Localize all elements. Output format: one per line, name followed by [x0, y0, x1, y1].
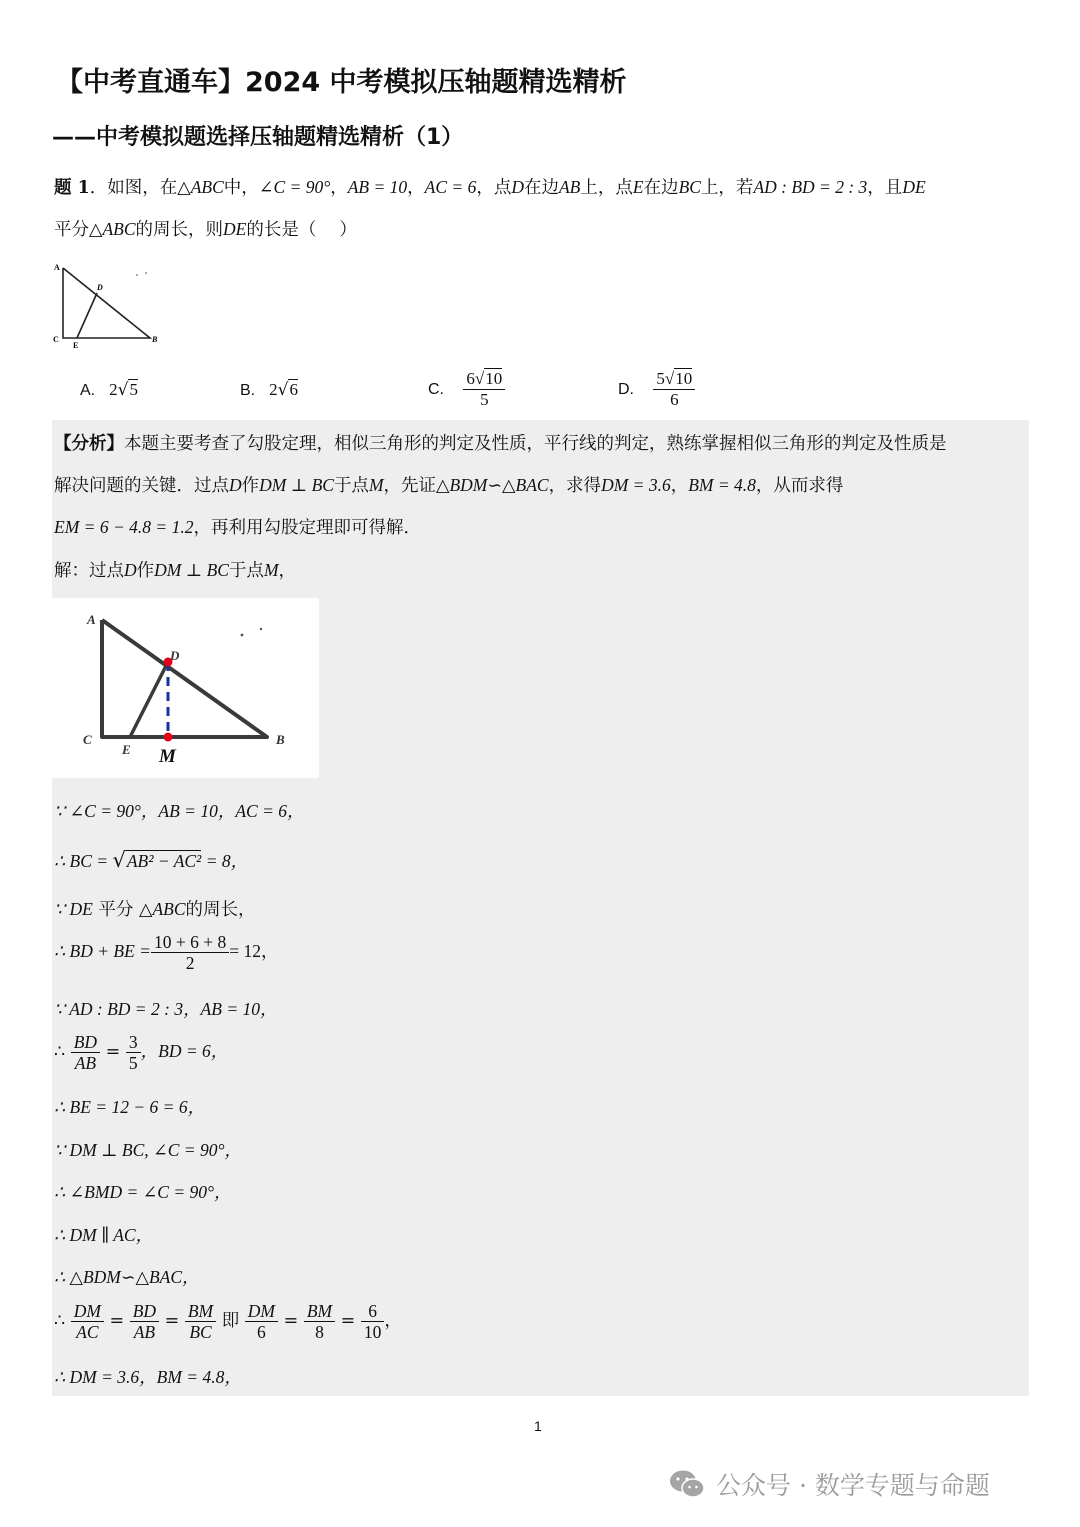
solution-line-12: ∴ $\frac{DM}{AC}$ = $\frac{BD}{AB}$ = $\frac{BM}{BC}$ 即 $\frac{DM}{6}$ = $\frac{BM}{8}$ = $\frac{6}{10}$ ，	[54, 1301, 402, 1343]
analysis-line-2: 解决问题的关键．过点D作DM ⊥ BC于点M，先证△BDM∽△BAC，求得DM = 3.6，BM = 4.8，从而求得	[54, 475, 844, 496]
fig1-label-d: D	[97, 283, 103, 292]
fig1-label-a: A	[54, 263, 60, 272]
question-line-2: 平分△ABC的周长，则DE的长是（ ）	[54, 219, 357, 240]
fig2-label-m: M	[159, 746, 176, 767]
solution-line-6: ∴ $\frac{BD}{AB}$ = $\frac{3}{5}$ ，BD = 6，	[54, 1032, 229, 1074]
analysis-line-1: 【分析】本题主要考查了勾股定理，相似三角形的判定及性质，平行线的判定，熟练掌握相似三角形的判定及性质是	[54, 434, 947, 454]
solution-line-9: ∴ ∠BMD = ∠C = 90°，	[54, 1182, 232, 1202]
question-label: 题 1	[54, 178, 90, 198]
fig1-label-e: E	[73, 341, 79, 350]
option-a[interactable]: A. 2√5	[80, 380, 138, 400]
page-number: 1	[534, 1418, 542, 1434]
fig1-label-c: C	[53, 335, 59, 344]
fig2-label-c: C	[83, 732, 92, 747]
wechat-icon	[668, 1469, 706, 1499]
page-title: 【中考直通车】2024 中考模拟压轴题精选精析	[56, 67, 627, 98]
option-c[interactable]: C. $\frac{6√10}{5}$	[428, 369, 505, 409]
analysis-line-3: EM = 6 − 4.8 = 1.2，再利用勾股定理即可得解．	[54, 517, 421, 538]
solution-line-2: ∴ BC = √AB² − AC² = 8，	[54, 848, 249, 872]
point-m-marker	[164, 733, 173, 742]
option-d[interactable]: D. $\frac{5√10}{6}$	[618, 369, 695, 409]
option-b[interactable]: B. 2√6	[240, 380, 298, 400]
solution-line-4: ∴ BD + BE = $\frac{10 + 6 + 8}{2}$ = 12，	[54, 932, 279, 974]
solution-line-5: ∵ AD : BD = 2 : 3，AB = 10，	[54, 999, 278, 1019]
fig2-label-e: E	[122, 742, 131, 757]
question-line-1: 题 1．如图，在△ABC中，∠C = 90°，AB = 10，AC = 6，点D在边AB上，点E在边BC上，若AD : BD = 2 : 3，且DE	[54, 177, 926, 198]
solution-line-11: ∴ △BDM∽△BAC，	[54, 1267, 200, 1287]
solution-line-7: ∴ BE = 12 − 6 = 6，	[54, 1097, 206, 1117]
triangle-figure-1	[50, 260, 165, 352]
page-subtitle: ——中考模拟题选择压轴题精选精析（1）	[52, 125, 464, 150]
solution-line-8: ∵ DM ⊥ BC, ∠C = 90°，	[54, 1140, 242, 1160]
solution-line-0: 解：过点D作DM ⊥ BC于点M，	[54, 560, 297, 581]
fig2-label-b: B	[276, 732, 285, 747]
fig2-label-d: D	[170, 648, 180, 663]
analysis-tag: 【分析】	[54, 434, 124, 454]
fig2-label-a: A	[87, 612, 96, 627]
watermark: 公众号 · 数学专题与命题	[668, 1466, 990, 1502]
triangle-figure-2	[52, 598, 319, 778]
solution-line-3: ∵ DE 平分 △ABC的周长，	[54, 899, 256, 920]
fig1-label-b: B	[152, 335, 158, 344]
solution-line-10: ∴ DM ∥ AC，	[54, 1225, 154, 1245]
solution-line-13: ∴ DM = 3.6，BM = 4.8，	[54, 1367, 242, 1387]
solution-line-1: ∵ ∠C = 90°，AB = 10，AC = 6，	[54, 801, 305, 821]
